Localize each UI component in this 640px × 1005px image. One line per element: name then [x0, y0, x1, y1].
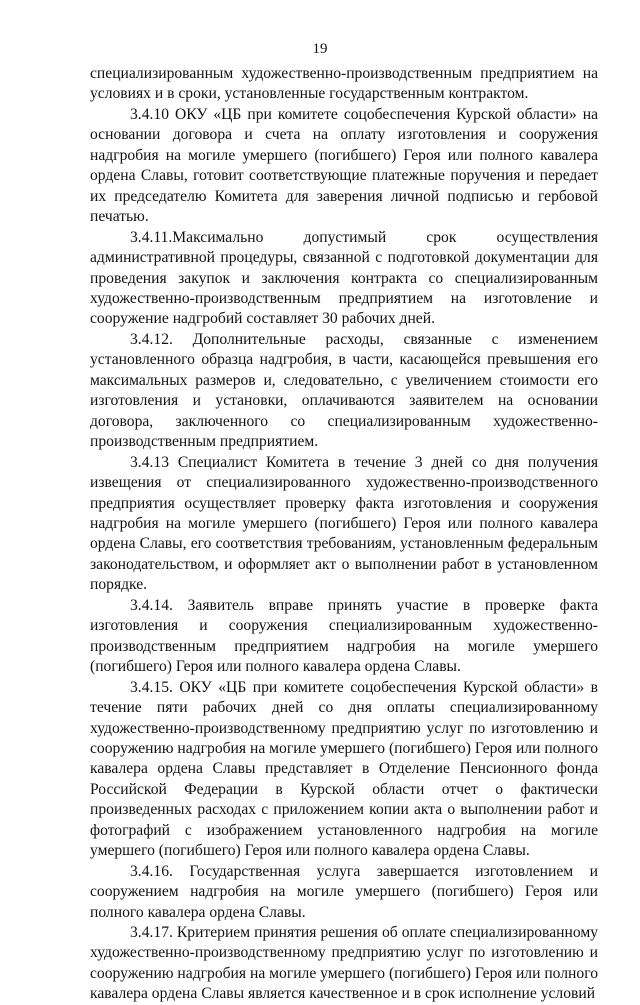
paragraph-3-4-12: 3.4.12. Дополнительные расходы, связанные с изменением установленного образца надгробия, в части, касающейся превышения его максимальных размеров и, следовательно, с увеличением стоимости его изготовления и установки, оплачиваются заявителем на основании договора, заключенного со специализированным художественно-производственным предприятием.: [90, 330, 598, 451]
paragraph-3-4-11: 3.4.11.Максимально допустимый срок осуществления административной процедуры, связанной с подготовкой документации для проведения закупок и заключения контракта со специализированным художественно-производственным предприятием на изготовление и сооружение надгробий составляет 30 рабочих дней.: [90, 228, 598, 328]
paragraph-3-4-17: 3.4.17. Критерием принятия решения об оплате специализированному художественно-производственному предприятию услуг по изготовлению и сооружению надгробия на могиле умершего (погибшего) Героя или полного кавалера ордена Славы является качественное и в срок исполнение условий: [90, 924, 598, 1003]
paragraph-3-4-16: 3.4.16. Государственная услуга завершается изготовлением и сооружением надгробия на могиле умершего (погибшего) Героя или полного кавалера ордена Славы.: [90, 862, 598, 921]
page-number: 19: [312, 41, 328, 57]
paragraph-3-4-10: 3.4.10 ОКУ «ЦБ при комитете соцобеспечения Курской области» на основании договора и счета на оплату изготовления и сооружения надгробия на могиле умершего (погибшего) Героя или полного кавалера ордена Славы, готовит соответствующие платежные поручения и передает их председателю Комитета для заверения личной подписью и гербовой печатью.: [90, 105, 598, 226]
paragraph-continuation: специализированным художественно-производственным предприятием на условиях и в сроки, установленные государственным контрактом.: [90, 65, 598, 103]
paragraph-3-4-14: 3.4.14. Заявитель вправе принять участие в проверке факта изготовления и сооружения специализированным художественно-производственным предприятием надгробия на могиле умершего (погибшего) Героя или полного кавалера ордена Славы.: [90, 596, 598, 676]
document-body: [90, 64, 598, 1005]
paragraph-3-4-15: 3.4.15. ОКУ «ЦБ при комитете соцобеспечения Курской области» в течение пяти рабочих дней со дня оплаты специализированному художественно-производственному предприятию услуг по изготовлению и сооружению надгробия на могиле умершего (погибшего) Героя или полного кавалера ордена Славы представляет в Отделение Пенсионного фонда Российской Федерации в Курской области отчет о фактически произведенных расходах с приложением копии акта о выполнении работ и фотографий с изображением установленного надгробия на могиле умершего (погибшего) Героя или полного кавалера ордена Славы.: [90, 678, 598, 860]
paragraph-3-4-13: 3.4.13 Специалист Комитета в течение 3 дней со дня получения извещения от специализированного художественно-производственного предприятия осуществляет проверку факта изготовления и сооружения надгробия на могиле умершего (погибшего) Героя или полного кавалера ордена Славы, его соответствия требованиям, установленным федеральным законодательством, и оформляет акт о выполнении работ в установленном порядке.: [90, 453, 598, 594]
